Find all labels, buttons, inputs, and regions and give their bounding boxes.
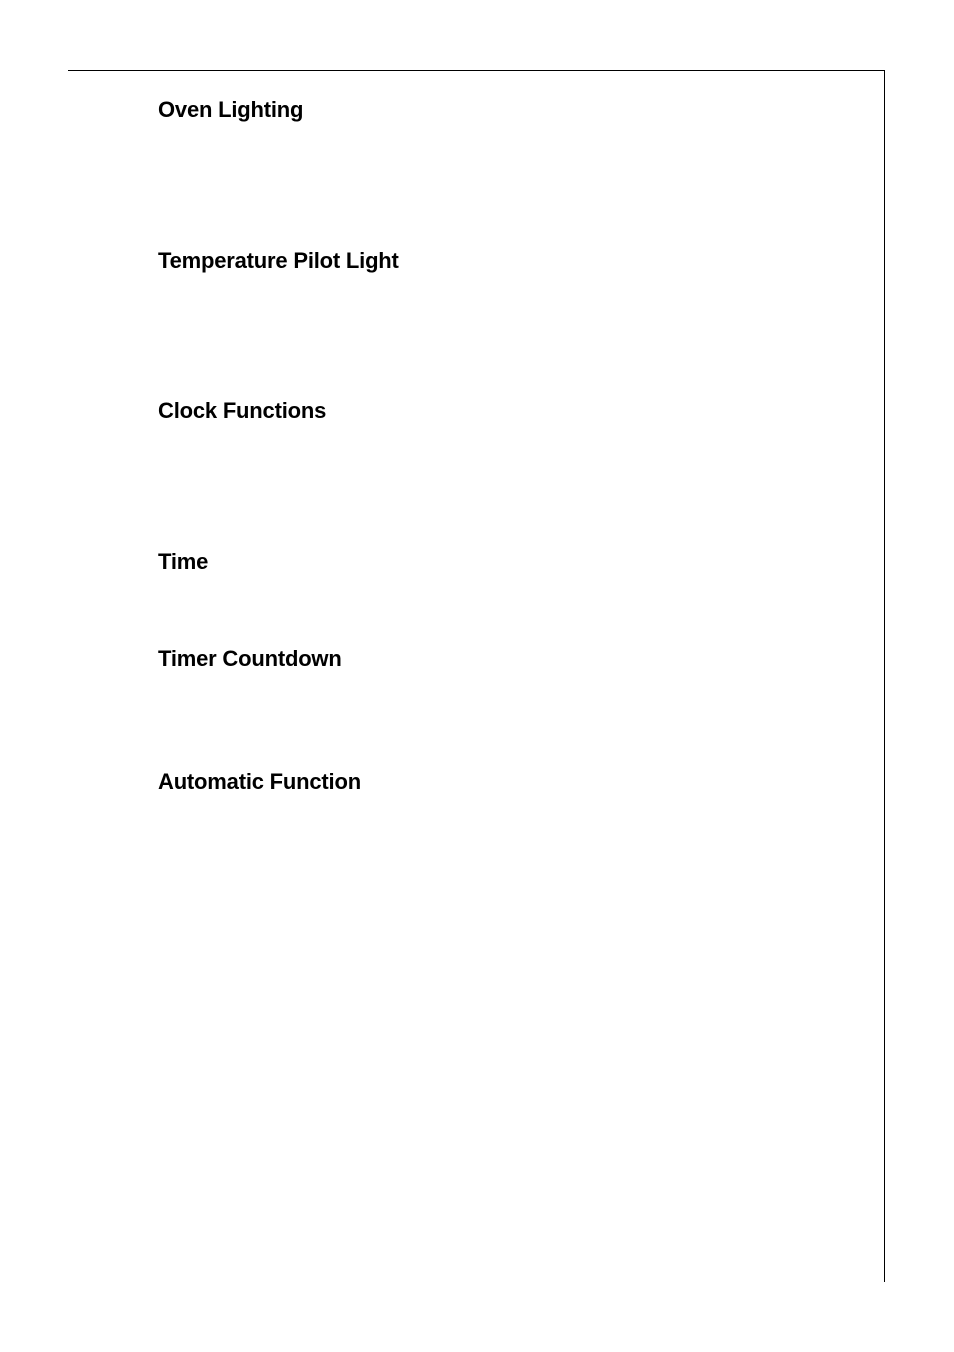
- heading-clock-functions: Clock Functions: [158, 398, 327, 423]
- heading-temperature-pilot-light: Temperature Pilot Light: [158, 248, 399, 273]
- right-margin-line: [884, 70, 885, 1282]
- heading-timer-countdown: Timer Countdown: [158, 646, 342, 671]
- heading-automatic-function: Automatic Function: [158, 769, 361, 794]
- heading-time: Time: [158, 549, 209, 574]
- heading-oven-lighting: Oven Lighting: [158, 97, 304, 122]
- top-divider-line: [68, 70, 885, 71]
